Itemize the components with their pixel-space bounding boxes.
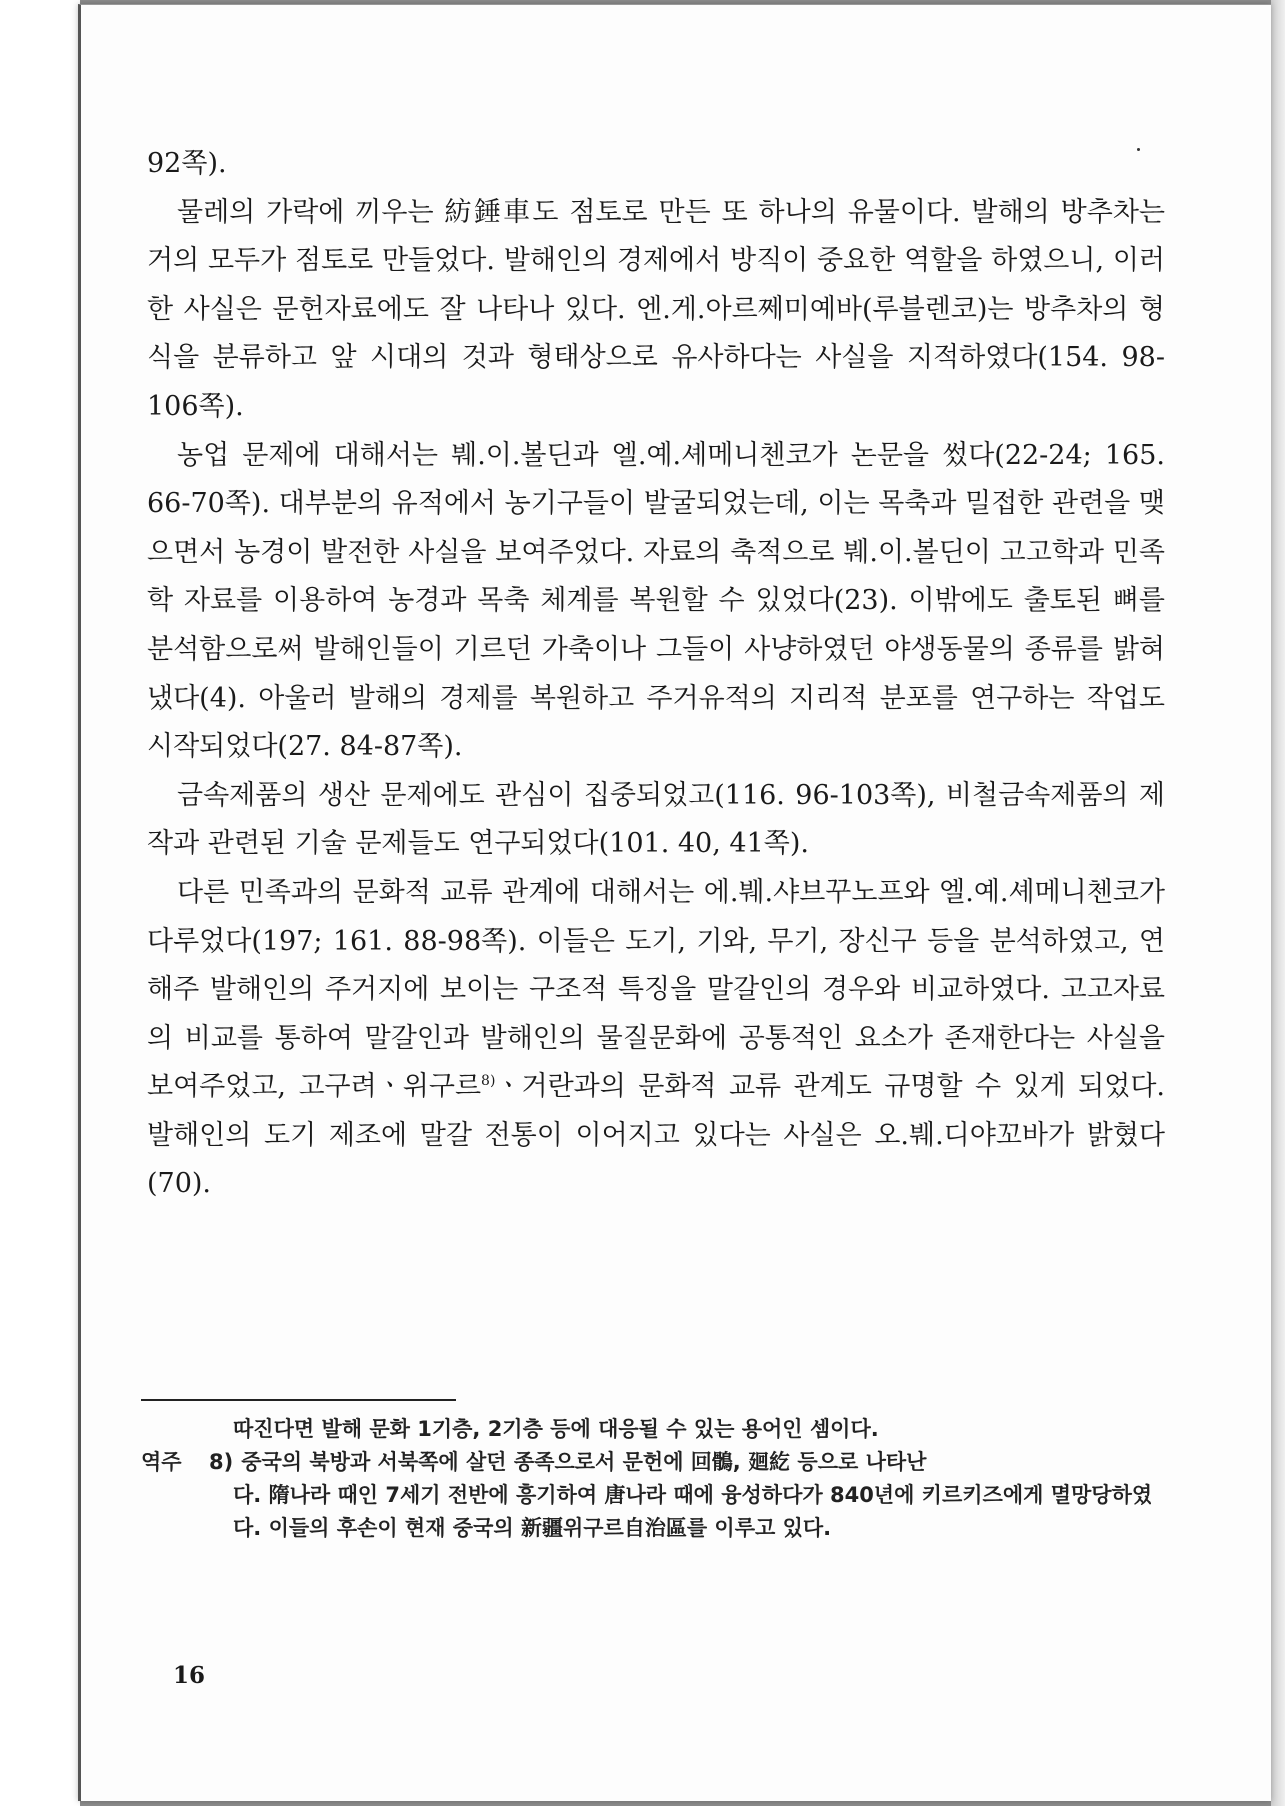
scan-background bbox=[0, 0, 80, 1806]
translator-note bbox=[141, 1446, 1166, 1545]
paragraph-metal-products: 금속제품의 생산 문제에도 관심이 집중되었고(116. 96-103쪽), 비철금속제품의 제작과 관련된 기술 문제들도 연구되었다(101. 40, 41쪽). bbox=[147, 779, 1165, 860]
footnote-reference: 8) bbox=[481, 1073, 496, 1090]
cultural-exchange-part2: ㆍ거란과의 문화적 교류 관계도 규명할 수 있게 되었다. 발해인의 도기 제조에 말갈 전통이 이어지고 있다는 사실은 오.붸.디야꼬바가 밝혔다(70). bbox=[147, 1071, 1165, 1200]
paragraph-cultural-exchange bbox=[147, 869, 1165, 1209]
translator-note-first-line: 중국의 북방과 서북쪽에 살던 종족으로서 문헌에 回鶻, 廻紇 등으로 나타난 bbox=[241, 1450, 927, 1474]
footnote-continuation: 따진다면 발해 문화 1기층, 2기층 등에 대응될 수 있는 용어인 셈이다. bbox=[233, 1417, 879, 1441]
translator-note-body bbox=[209, 1446, 1166, 1545]
main-text bbox=[147, 140, 1165, 1209]
paragraph-continuation: 92쪽). bbox=[147, 148, 227, 179]
page-number: 16 bbox=[173, 1662, 206, 1689]
cultural-exchange-part1: 다른 민족과의 문화적 교류 관계에 대해서는 에.붸.샤브꾸노프와 엘.예.셰메니첸코가 다루었다(197; 161. 88-98쪽). 이들은 도기, 기와, 무기, 장신구 등을 분석하였고, 연해주 발해인의 주거지에 보이는 구조적 특징을 말갈인의 경우와 비교하였다. 고고자료의 비교를 통하여 말갈인과 발해인의 물질문화에 공통적인 요소가 존재한다는 사실을 보여주었고, 고구려ㆍ위구르 bbox=[147, 876, 1165, 1103]
translator-note-number: 8) bbox=[209, 1450, 234, 1474]
translator-note-label: 역주 bbox=[141, 1450, 182, 1474]
footnote-divider bbox=[141, 1399, 456, 1401]
page-edge-shadow bbox=[1271, 0, 1285, 1806]
footnotes bbox=[141, 1413, 1166, 1545]
paragraph-spindle-whorl: 물레의 가락에 끼우는 紡錘車도 점토로 만든 또 하나의 유물이다. 발해의 방추차는 거의 모두가 점토로 만들었다. 발해인의 경제에서 방직이 중요한 역할을 하였으니, 이러한 사실은 문헌자료에도 잘 나타나 있다. 엔.게.아르쩨미예바(루블렌코)는 방추차의 형식을 분류하고 앞 시대의 것과 형태상으로 유사하다는 사실을 지적하였다(154. 98-106쪽). bbox=[147, 196, 1165, 422]
paragraph-agriculture: 농업 문제에 대해서는 붸.이.볼딘과 엘.예.셰메니첸코가 논문을 썼다(22-24; 165. 66-70쪽). 대부분의 유적에서 농기구들이 발굴되었는데, 이는 목축과 밀접한 관련을 맺으면서 농경이 발전한 사실을 보여주었다. 자료의 축적으로 붸.이.볼딘이 고고학과 민족학 자료를 이용하여 농경과 목축 체계를 복원할 수 있었다(23). 이밖에도 출토된 뼈를 분석함으로써 발해인들이 기르던 가축이나 그들이 사냥하였던 야생동물의 종류를 밝혀냈다(4). 아울러 발해의 경제를 복원하고 주거유적의 지리적 분포를 연구하는 작업도 시작되었다(27. 84-87쪽). bbox=[147, 439, 1165, 763]
translator-note-rest: 다. 隋나라 때인 7세기 전반에 흥기하여 唐나라 때에 융성하다가 840년에 키르키즈에게 멸망당하였다. 이들의 후손이 현재 중국의 新疆위구르自治區를 이루고 있다. bbox=[233, 1483, 1153, 1540]
